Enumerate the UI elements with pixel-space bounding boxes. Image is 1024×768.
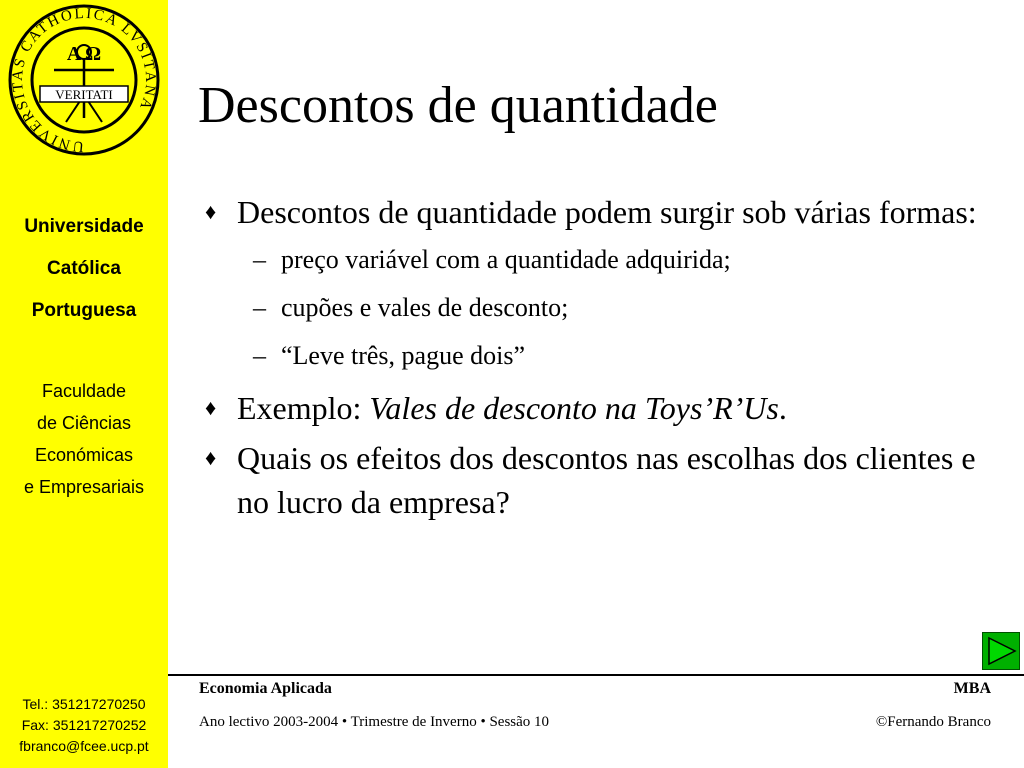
program-name: MBA xyxy=(953,680,991,697)
session-info: Ano lectivo 2003-2004 • Trimestre de Inverno • Sessão 10 xyxy=(199,714,550,730)
university-seal-logo xyxy=(4,0,164,158)
sub-bullet-item xyxy=(205,236,1005,284)
university-line: Católica xyxy=(47,258,121,279)
bullet-item xyxy=(205,190,1005,234)
bullet-text: Descontos de quantidade podem surgir sob várias formas: xyxy=(237,194,977,230)
sub-bullet-item xyxy=(205,284,1005,332)
diamond-bullet-icon: ♦ xyxy=(205,199,217,224)
bullet-text-suffix: . xyxy=(778,390,787,426)
fax-number: Fax: 351217270252 xyxy=(21,717,147,733)
dash-bullet-icon: – xyxy=(253,341,266,370)
sub-bullet-text: cupões e vales de desconto; xyxy=(281,293,569,322)
faculty-line: Faculdade xyxy=(41,381,127,401)
next-slide-button[interactable] xyxy=(982,632,1020,670)
seal-banner-text: VERITATI xyxy=(55,87,113,102)
diamond-bullet-icon: ♦ xyxy=(205,395,217,420)
slide-title: Descontos de quantidade xyxy=(198,77,718,134)
sidebar xyxy=(0,0,168,768)
course-name: Economia Aplicada xyxy=(199,680,332,697)
sub-bullet-text: preço variável com a quantidade adquirida; xyxy=(281,245,731,274)
bullet-item xyxy=(205,436,1005,524)
seal-ring-text: UNIVERSITAS CATHOLICA LVSITANA xyxy=(9,5,159,155)
bullet-item xyxy=(205,386,1005,430)
university-line: Portuguesa xyxy=(31,300,137,321)
sub-bullet-item xyxy=(205,332,1005,380)
diamond-bullet-icon: ♦ xyxy=(205,445,217,470)
dash-bullet-icon: – xyxy=(253,293,266,322)
university-line: Universidade xyxy=(24,216,144,237)
sub-bullet-text: “Leve três, pague dois” xyxy=(281,341,526,370)
university-name xyxy=(0,206,168,332)
bullet-text: Quais os efeitos dos descontos nas escolhas dos clientes e no lucro da empresa? xyxy=(237,440,976,520)
footer-divider xyxy=(168,674,1024,676)
bullet-list xyxy=(205,190,1005,530)
play-triangle-icon xyxy=(983,633,1019,669)
seal-alpha-omega: A Ω xyxy=(66,43,102,65)
phone-number: Tel.: 351217270250 xyxy=(22,696,146,712)
faculty-line: e Empresariais xyxy=(23,477,145,497)
bullet-text-prefix: Exemplo: xyxy=(237,390,370,426)
faculty-line: Económicas xyxy=(34,445,134,465)
contact-info xyxy=(0,694,168,757)
author-credit: ©Fernando Branco xyxy=(875,714,991,730)
email-address: fbranco@fcee.ucp.pt xyxy=(19,738,149,754)
bullet-text-italic: Vales de desconto na Toys’R’Us xyxy=(369,390,779,426)
faculty-line: de Ciências xyxy=(36,413,132,433)
faculty-name xyxy=(0,375,168,503)
dash-bullet-icon: – xyxy=(253,245,266,274)
